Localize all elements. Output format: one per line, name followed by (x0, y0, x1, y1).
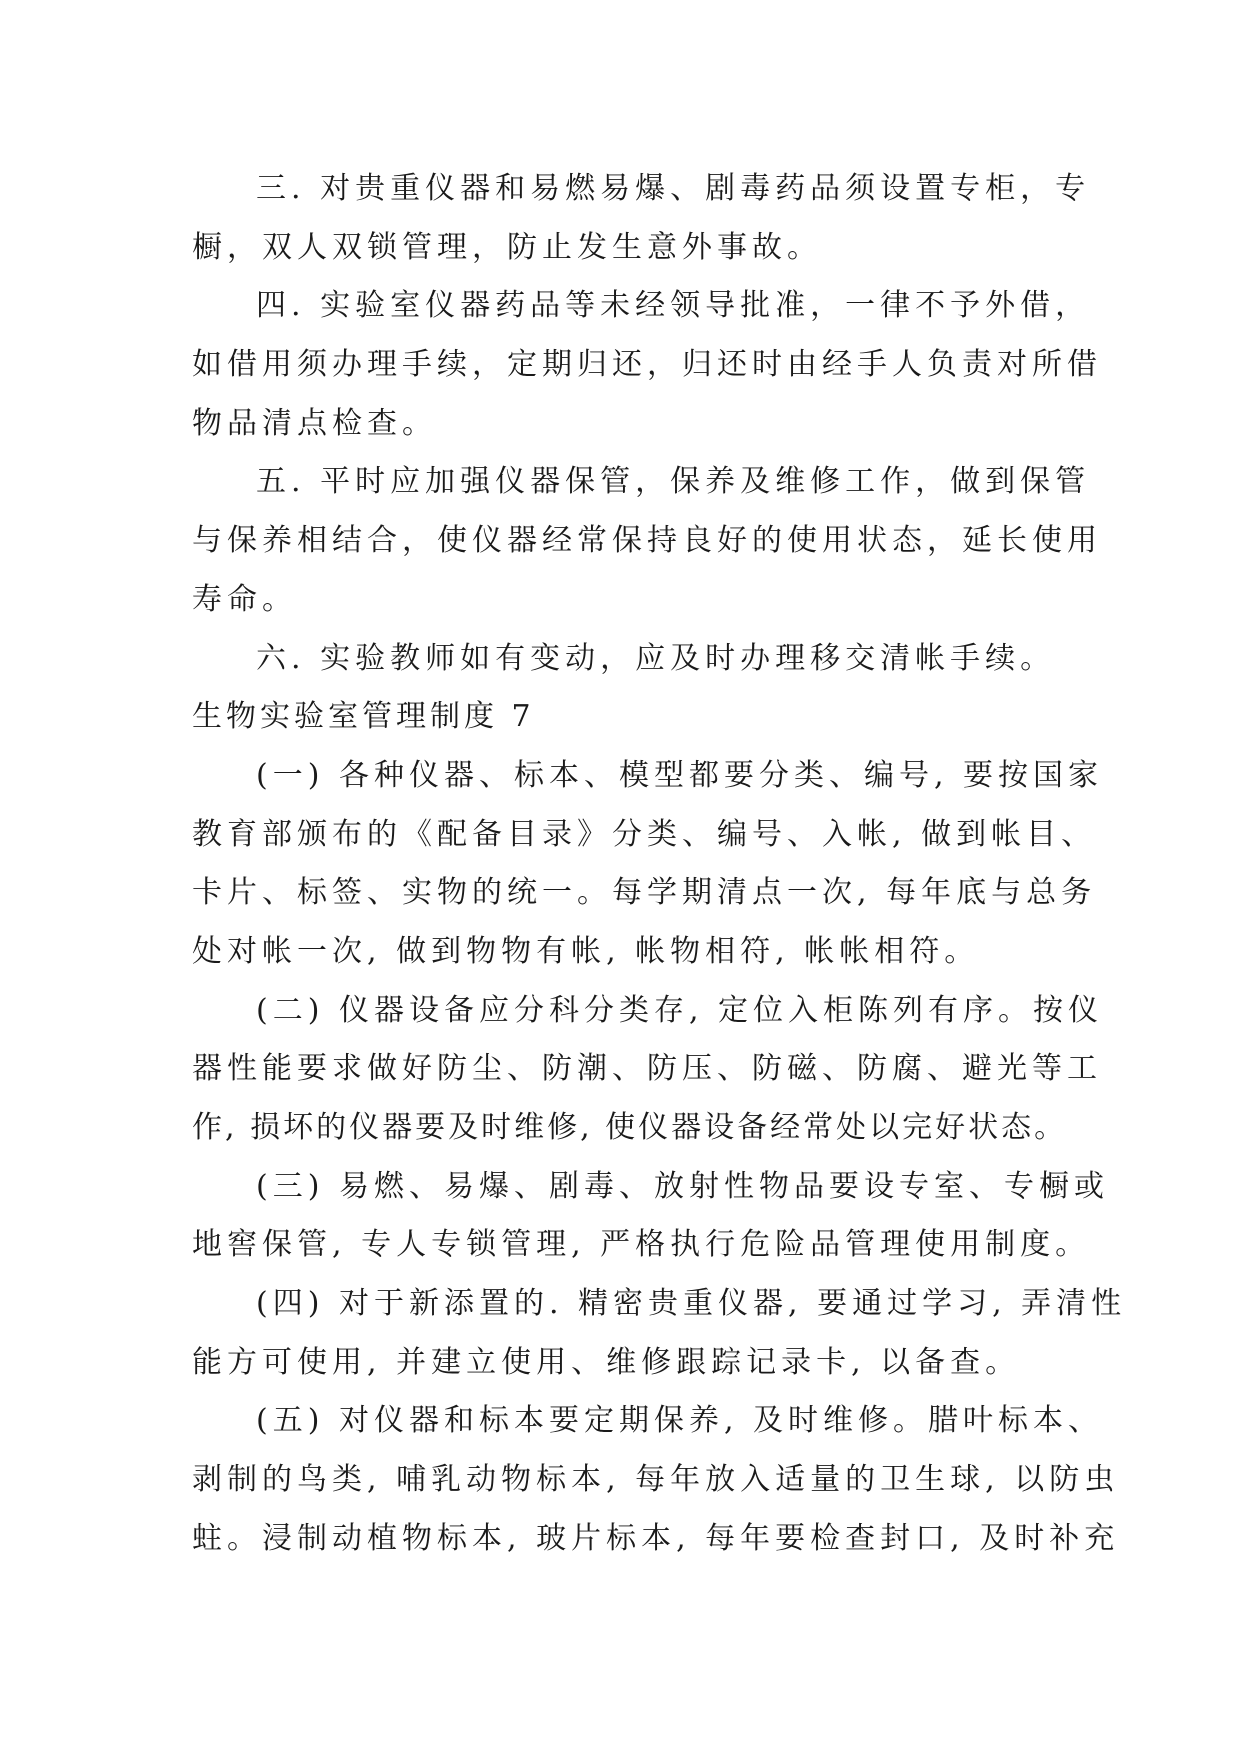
document-body (192, 160, 1127, 1569)
paragraph-5-line-1: 五. 平时应加强仪器保管，保养及维修工作，做到保管 (256, 464, 1091, 500)
item-1-line-1: (一) 各种仪器、标本、模型都要分类、编号, 要按国家 (256, 757, 1104, 793)
paragraph-4-line-3: 物品清点检查。 (192, 405, 437, 441)
item-1-line-3: 卡片、标签、实物的统一。每学期清点一次, 每年底与总务 (192, 875, 1097, 911)
item-5-line-2: 剥制的鸟类, 哺乳动物标本, 每年放入适量的卫生球, 以防虫 (192, 1462, 1120, 1498)
item-4-line-1: (四) 对于新添置的. 精密贵重仪器, 要通过学习, 弄清性 (256, 1286, 1127, 1322)
paragraph-3-line-2: 橱，双人双锁管理，防止发生意外事故。 (192, 229, 822, 265)
item-3-line-2: 地窖保管, 专人专锁管理, 严格执行危险品管理使用制度。 (192, 1227, 1091, 1263)
item-2-line-2: 器性能要求做好防尘、防潮、防压、防磁、防腐、避光等工 (192, 1051, 1102, 1087)
paragraph-4-line-2: 如借用须办理手续，定期归还，归还时由经手人负责对所借 (192, 347, 1102, 383)
paragraph-3-line-1: 三. 对贵重仪器和易燃易爆、剧毒药品须设置专柜，专 (256, 171, 1091, 206)
item-1-line-4: 处对帐一次, 做到物物有帐, 帐物相符, 帐帐相符。 (192, 933, 980, 969)
paragraph-4-line-1: 四. 实验室仪器药品等未经领导批准，一律不予外借， (256, 288, 1091, 324)
paragraph-5-line-3: 寿命。 (192, 581, 297, 617)
paragraph-6-line-1: 六. 实验教师如有变动，应及时办理移交清帐手续。 (256, 640, 1056, 676)
item-2-line-1: (二) 仪器设备应分科分类存, 定位入柜陈列有序。按仪 (256, 992, 1104, 1028)
item-2-line-3: 作, 损坏的仪器要及时维修, 使仪器设备经常处以完好状态。 (192, 1110, 1068, 1145)
item-5-line-3: 蛀。浸制动植物标本, 玻片标本, 每年要检查封口, 及时补充 (192, 1520, 1120, 1556)
item-4-line-2: 能方可使用, 并建立使用、维修跟踪记录卡, 以备查。 (192, 1344, 1021, 1380)
item-5-line-1: (五) 对仪器和标本要定期保养, 及时维修。腊叶标本、 (256, 1403, 1104, 1439)
item-1-line-2: 教育部颁布的《配备目录》分类、编号、入帐, 做到帐目、 (192, 816, 1097, 852)
paragraph-5-line-2: 与保养相结合，使仪器经常保持良好的使用状态，延长使用 (192, 523, 1102, 559)
item-3-line-1: (三) 易燃、易爆、剧毒、放射性物品要设专室、专橱或 (256, 1168, 1109, 1204)
section-heading: 生物实验室管理制度 7 (192, 699, 535, 735)
